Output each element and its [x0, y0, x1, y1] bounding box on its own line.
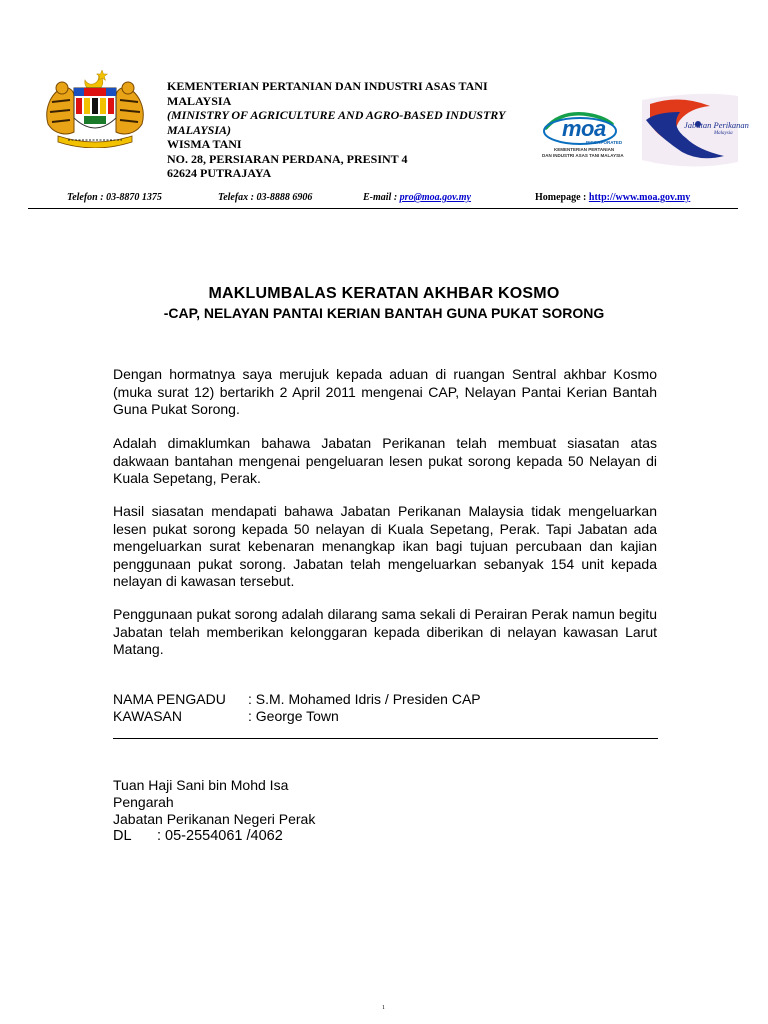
page-title: MAKLUMBALAS KERATAN AKHBAR KOSMO	[208, 285, 560, 302]
paragraph-3: Hasil siasatan mendapati bahawa Jabatan Perikanan Malaysia tidak mengeluarkan lesen pukat sorong kepada 50 nelayan di Kuala Sepetang, Perak. Tapi Jabatan ada mengeluarkan surat kebenaran menangkap ikan bagi tujuan percubaan dan kajian penggunaan pukat sorong. Jabatan telah mengeluarkan sebanyak 154 unit kepada nelayan di kawasan tersebut.	[113, 503, 657, 589]
p1-text-b: Kosmo (muka surat 12) bertarikh 2 April 2011	[113, 366, 657, 400]
coat-of-arms-icon	[40, 66, 150, 148]
building-name: WISMA TANI	[167, 137, 242, 151]
jabatan-sub: Malaysia	[714, 131, 733, 136]
section-divider	[113, 738, 658, 739]
complainant-area-row	[113, 708, 339, 726]
jabatan-wordmark: Jabatan Perikanan	[684, 120, 749, 130]
ministry-header	[167, 79, 547, 181]
moa-wordmark: moa	[562, 116, 606, 141]
email-line	[363, 192, 471, 203]
moa-caption-1: KEMENTERIAN PERTANIAN	[554, 147, 615, 152]
paragraph-4: Penggunaan pukat sorong adalah dilarang sama sekali di Perairan Perak namun begitu Jabatan telah memberikan kelonggaran kepada diberikan di nelayan kawasan Larut Matang.	[113, 606, 657, 657]
postcode-city: 62624 PUTRAJAYA	[167, 166, 272, 180]
signatory-department: Jabatan Perikanan Negeri Perak	[113, 811, 316, 827]
complainant-area-value: : George Town	[248, 708, 339, 724]
header-divider	[28, 208, 738, 209]
page-number: 1	[382, 1005, 385, 1011]
direct-line	[113, 828, 283, 846]
email-link[interactable]: pro@moa.gov.my	[399, 192, 471, 203]
ministry-name-en: (MINISTRY OF AGRICULTURE AND AGRO-BASED INDUSTRY MALAYSIA)	[167, 108, 505, 137]
complainant-name-label: NAMA PENGADU	[113, 691, 226, 707]
signatory-position: Pengarah	[113, 794, 174, 810]
complainant-area-label: KAWASAN	[113, 708, 182, 724]
p1-text-c: mengenai	[355, 383, 429, 400]
moa-logo	[540, 110, 630, 162]
p1-text-d: CAP, Nelayan Pantai Kerian Bantah Guna Pukat Sorong.	[113, 383, 657, 417]
moa-sub: INCORPORATED	[586, 140, 623, 145]
complainant-name-value: : S.M. Mohamed Idris / Presiden CAP	[248, 691, 481, 707]
homepage-line	[535, 192, 690, 203]
signatory-name: Tuan Haji Sani bin Mohd Isa	[113, 777, 289, 793]
dl-value: : 05-2554061 /4062	[157, 828, 283, 844]
moa-caption-2: DAN INDUSTRI ASAS TANI MALAYSIA	[542, 153, 624, 158]
homepage-link[interactable]: http://www.moa.gov.my	[588, 192, 691, 203]
p1-text-a: Dengan hormatnya saya merujuk kepada aduan di ruangan Sentral akhbar	[113, 366, 614, 382]
address-line: NO. 28, PERSIARAN PERDANA, PRESINT 4	[167, 151, 408, 166]
page-subtitle: -CAP, NELAYAN PANTAI KERIAN BANTAH GUNA PUKAT SORONG	[163, 305, 605, 321]
homepage-label: Homepage :	[535, 192, 589, 203]
telefax: Telefax : 03-8888 6906	[218, 192, 313, 203]
complainant-name-row	[113, 691, 481, 709]
paragraph-1	[113, 366, 657, 419]
paragraph-2: Adalah dimaklumkan bahawa Jabatan Perikanan telah membuat siasatan atas dakwaan bantahan mengenai pengeluaran lesen pukat sorong kepada 50 Nelayan di Kuala Sepetang, Perak.	[113, 435, 657, 486]
email-label: E-mail :	[363, 192, 400, 203]
telefon: Telefon : 03-8870 1375	[67, 192, 162, 203]
dl-label: DL	[113, 828, 132, 844]
jabatan-perikanan-logo	[640, 90, 749, 168]
ministry-name-ms: KEMENTERIAN PERTANIAN DAN INDUSTRI ASAS TANI MALAYSIA	[167, 79, 488, 108]
